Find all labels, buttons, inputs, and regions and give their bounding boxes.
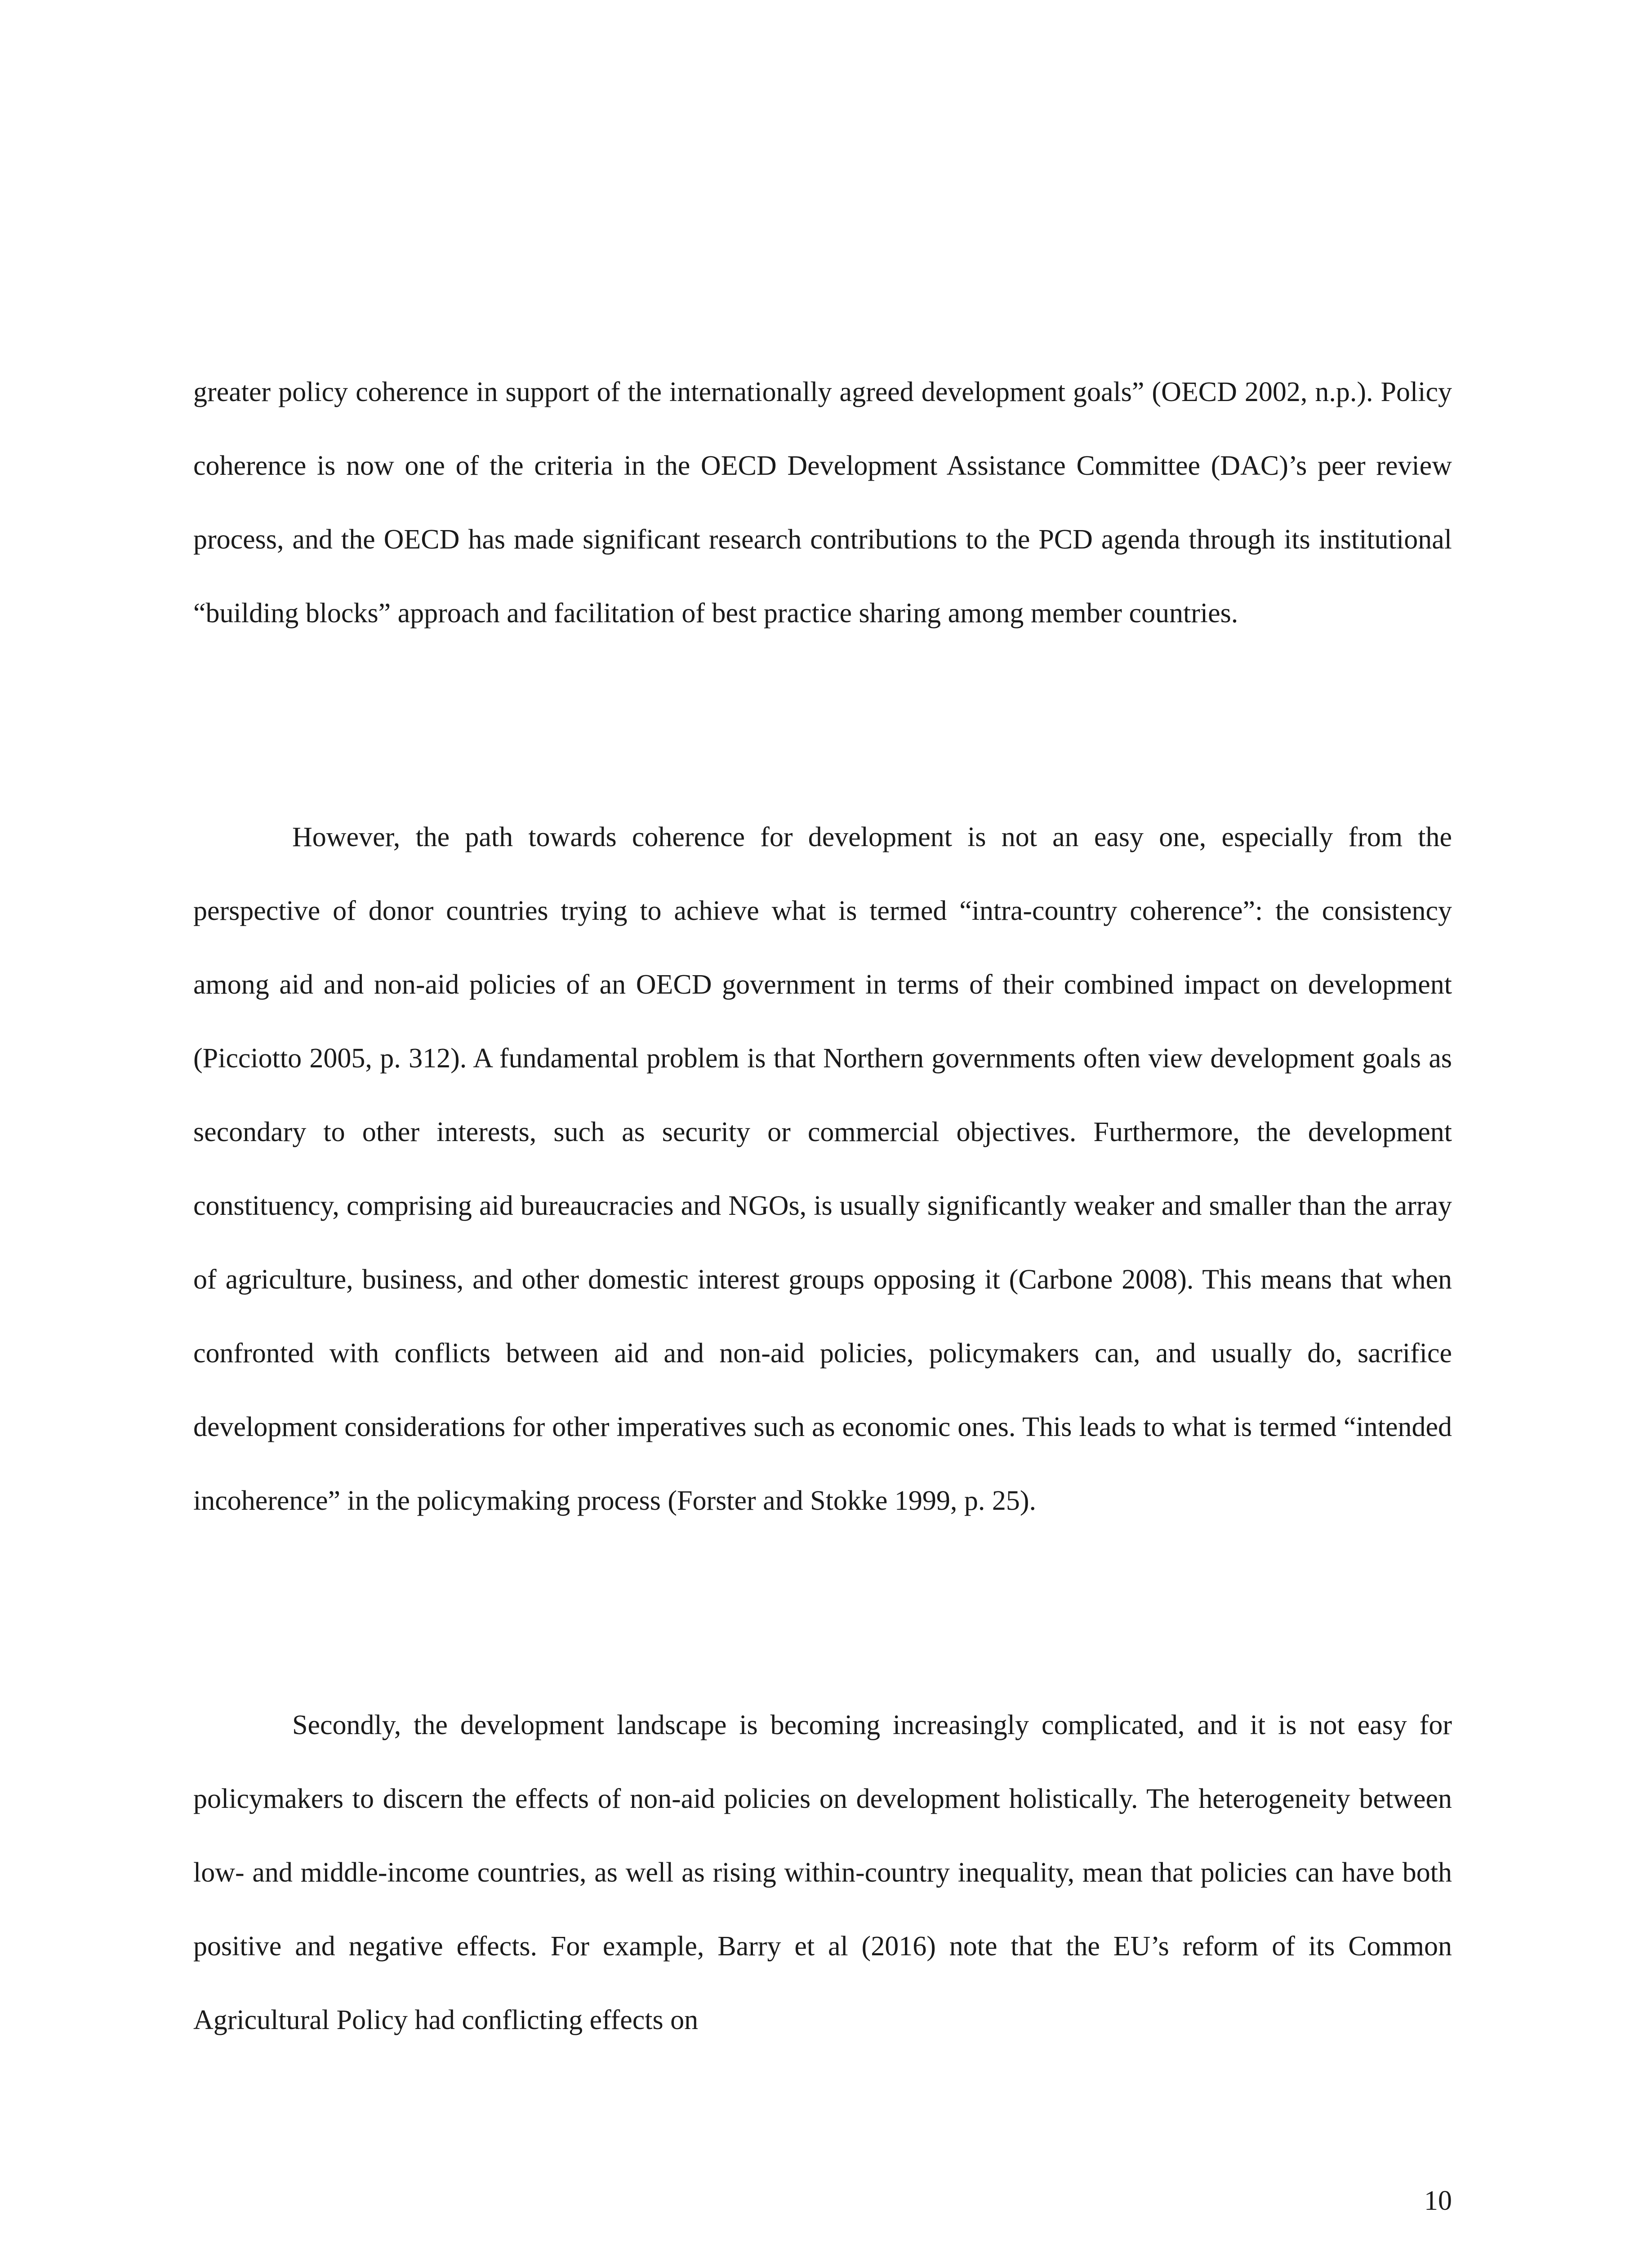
paragraph-3: Secondly, the development landscape is becoming increasingly complicated, and it is not easy for policymakers to discern the effects of non-aid policies on development holistically. The heterogeneity between low- and middle-income countries, as well as rising within-country inequality, mean that policies can have both positive and negative effects. For example, Barry et al (2016) note that the EU’s reform of its Common Agricultural Policy had conflicting effects on bbox=[193, 1710, 1452, 2035]
page-number: 10 bbox=[1424, 2186, 1452, 2216]
paragraph-2: However, the path towards coherence for development is not an easy one, especially from the perspective of donor countries trying to achieve what is termed “intra-country coherence”: the consistency among aid and non-aid policies of an OECD government in terms of their combined impact on development (Picciotto 2005, p. 312). A fundamental problem is that Northern governments often view development goals as secondary to other interests, such as security or commercial objectives. Furthermore, the development constituency, comprising aid bureaucracies and NGOs, is usually significantly weaker and smaller than the array of agriculture, business, and other domestic interest groups opposing it (Carbone 2008). This means that when confronted with conflicts between aid and non-aid policies, policymakers can, and usually do, sacrifice development considerations for other imperatives such as economic ones. This leads to what is termed “intended incoherence” in the policymaking process (Forster and Stokke 1999, p. 25). bbox=[193, 822, 1452, 1516]
paragraph-1: greater policy coherence in support of the internationally agreed development goals” (OECD 2002, n.p.). Policy coherence is now one of the criteria in the OECD Development Assistance Committee (DAC)’s peer review process, and the OECD has made significant research contributions to the PCD agenda through its institutional “building blocks” approach and facilitation of best practice sharing among member countries. bbox=[193, 377, 1452, 629]
